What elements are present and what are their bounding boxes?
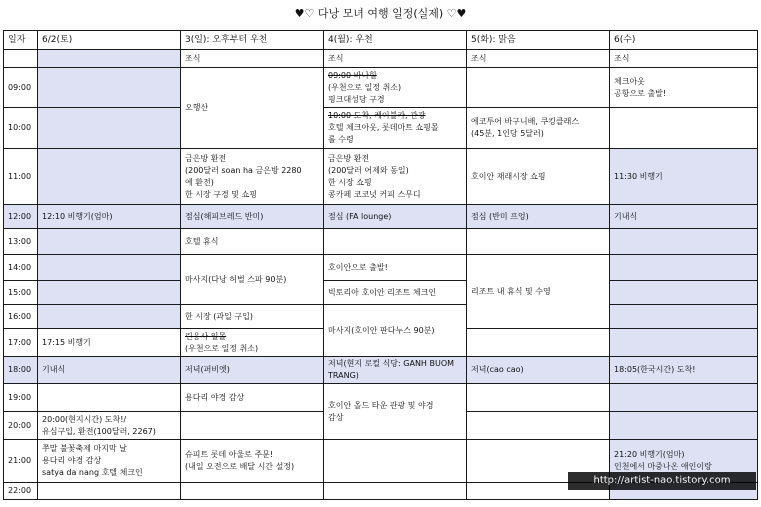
time-label: 22:00 xyxy=(4,483,38,500)
cell-sun-breakfast: 조식 xyxy=(181,50,324,68)
cell-wed-breakfast: 조식 xyxy=(610,50,758,68)
cell-sun-2100: 슈피트 롯데 아울로 주문! (내일 오전으로 배달 시간 설정) xyxy=(181,440,324,483)
cell-mon-1900: 호이안 올드 타운 관광 및 야경 감상 xyxy=(324,384,467,440)
time-label: 11:00 xyxy=(4,149,38,205)
row-1500 xyxy=(4,281,758,305)
cell-wed-2100: 21:20 비행기(엄마) 인천에서 마중나온 애인이랑 xyxy=(610,440,758,483)
cell-tue-1100: 호이안 재래시장 쇼핑 xyxy=(467,149,610,205)
time-label: 12:00 xyxy=(4,205,38,229)
cell-mon-1400: 호이안으로 출발! xyxy=(324,255,467,281)
page-title: ♥♡ 다낭 모녀 여행 일정(실제) ♡♥ xyxy=(294,7,467,20)
time-label: 13:00 xyxy=(4,229,38,255)
cell-sun-1700: 린응사 일몰 (우천으로 일정 취소) xyxy=(181,329,324,357)
header-mon: 4(월): 우천 xyxy=(324,31,467,50)
time-label: 16:00 xyxy=(4,305,38,329)
row-1900 xyxy=(4,384,758,412)
cell-sun-1100: 금은방 환전 (200달러 soan ha 금은방 2280 에 환전) 한 시장 구경 및 쇼핑 xyxy=(181,149,324,205)
cell-wed-1100: 11:30 비행기 xyxy=(610,149,758,205)
row-1600 xyxy=(4,305,758,329)
time-label: 18:00 xyxy=(4,357,38,384)
watermark: http://artist-nao.tistory.com xyxy=(568,472,756,490)
time-label: 19:00 xyxy=(4,384,38,412)
time-label: 21:00 xyxy=(4,440,38,483)
row-1000 xyxy=(4,108,758,149)
time-label: 20:00 xyxy=(4,412,38,440)
header-wed: 6(수) xyxy=(610,31,758,50)
time-label: 15:00 xyxy=(4,281,38,305)
header-sat: 6/2(토) xyxy=(38,31,181,50)
time-label: 09:00 xyxy=(4,68,38,108)
header-tue: 5(화): 맑음 xyxy=(467,31,610,50)
cell-mon-1600: 마사지(호이안 판다누스 90분) xyxy=(324,305,467,357)
cell-sat-1800: 기내식 xyxy=(38,357,181,384)
row-1800 xyxy=(4,357,758,384)
cell-wed-1800: 18:05(한국시간) 도착! xyxy=(610,357,758,384)
cell-mon-1100: 금은방 환전 (200달러 어제와 동일) 한 시장 쇼핑 콩카페 코코넛 커피 스무디 xyxy=(324,149,467,205)
cell-wed-1200: 기내식 xyxy=(610,205,758,229)
cell-sun-1400: 마사지(다낭 허벌 스파 90분) xyxy=(181,255,324,305)
cell-mon-breakfast: 조식 xyxy=(324,50,467,68)
schedule-table xyxy=(3,30,758,500)
cell-tue-1200: 점심 (반미 프엉) xyxy=(467,205,610,229)
cell-sat-1700: 17:15 비행기 xyxy=(38,329,181,357)
cell-tue-1000: 에코투어 바구니배, 쿠킹클래스 (45분, 1인당 5달러) xyxy=(467,108,610,149)
cell-tue-breakfast: 조식 xyxy=(467,50,610,68)
row-1300 xyxy=(4,229,758,255)
row-1100 xyxy=(4,149,758,205)
cell-mon-1000: 10:00 도착, 케이블카, 관광 호텔 체크아웃, 롯데마트 쇼핑몰 롤 수령 xyxy=(324,108,467,149)
cell-sat-2100: 쭈말 불꽃축제 마지막 날 용다리 야경 감상 satya da nang 호텔 체크인 xyxy=(38,440,181,483)
cell-mon-1800: 저녁(현지 로컬 식당: GANH BUOM TRANG) xyxy=(324,357,467,384)
breakfast-row xyxy=(4,50,758,68)
cell-tue-1800: 저녁(cao cao) xyxy=(467,357,610,384)
cell-mon-1500: 빅토리아 호이안 리조트 체크인 xyxy=(324,281,467,305)
cell-sat-1200: 12:10 비행기(엄마) xyxy=(38,205,181,229)
time-label: 17:00 xyxy=(4,329,38,357)
cell-sun-1800: 저녁(퍼비엣) xyxy=(181,357,324,384)
header-row xyxy=(4,31,758,50)
row-1400 xyxy=(4,255,758,281)
time-label: 14:00 xyxy=(4,255,38,281)
row-1200 xyxy=(4,205,758,229)
header-date: 일자 xyxy=(4,31,38,50)
row-0900 xyxy=(4,68,758,108)
time-label: 10:00 xyxy=(4,108,38,149)
cell-wed-0900: 체크아웃 공항으로 출발! xyxy=(610,68,758,108)
cell-sat-2000: 20:00(현지시간) 도착!/ 유심구입, 환전(100달러, 2267) xyxy=(38,412,181,440)
cell-tue-1400: 리조트 내 휴식 및 수영 xyxy=(467,255,610,329)
cell-sun-1600: 한 시장 (과일 구입) xyxy=(181,305,324,329)
cell-sun-0900: 오행산 xyxy=(181,68,324,149)
header-sun: 3(일): 오후부터 우천 xyxy=(181,31,324,50)
cell-mon-0900: 09:00 바나힐 (우천으로 일정 취소) 핑크대성당 구경 xyxy=(324,68,467,108)
cell-sun-1200: 점심(해피브레드 반미) xyxy=(181,205,324,229)
cell-sun-1900: 용다리 야경 감상 xyxy=(181,384,324,412)
cell-mon-1200: 점심 (FA lounge) xyxy=(324,205,467,229)
cell-sun-1300: 호텔 휴식 xyxy=(181,229,324,255)
